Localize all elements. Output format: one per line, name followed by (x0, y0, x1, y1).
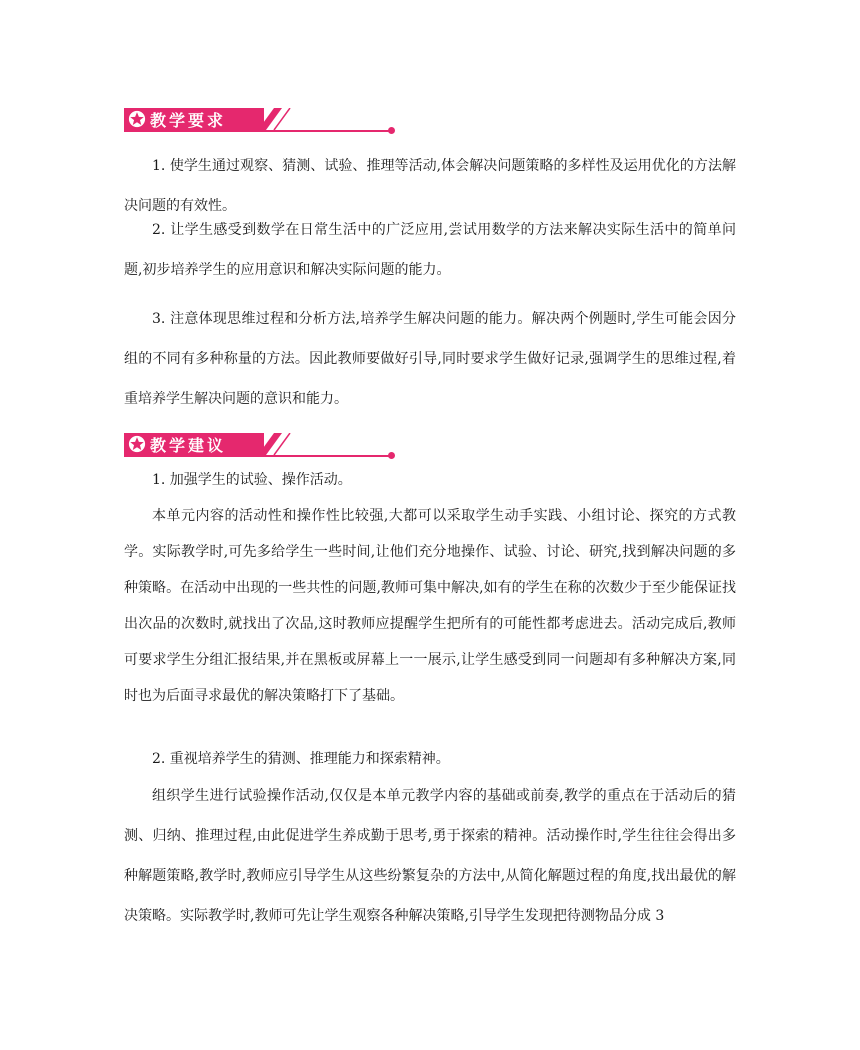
star-icon (128, 110, 146, 128)
paragraph-heading: 1. 加强学生的试验、操作活动。 (152, 472, 352, 488)
section-underline (124, 130, 390, 132)
section-underline (124, 455, 390, 457)
star-icon (128, 435, 146, 453)
section-header-suggestions (124, 433, 394, 459)
paragraph: 3. 注意体现思维过程和分析方法,培养学生解决问题的能力。解决两个例题时,学生可能会因分组的不同有多种称量的方法。因此教师要做好引导,同时要求学生做好记录,强调学生的思维过程,着重培养学生解决问题的意识和能力。 (124, 311, 736, 407)
paragraph-heading: 2. 重视培养学生的猜测、推理能力和探索精神。 (152, 751, 450, 767)
paragraph: 1. 使学生通过观察、猜测、试验、推理等活动,体会解决问题策略的多样性及运用优化的方法解决问题的有效性。 (124, 158, 736, 214)
paragraph: 组织学生进行试验操作活动,仅仅是本单元教学内容的基础或前奏,教学的重点在于活动后的猜测、归纳、推理过程,由此促进学生养成勤于思考,勇于探索的精神。活动操作时,学生往往会得出多种解题策略,教学时,教师应引导学生从这些纷繁复杂的方法中,从简化解题过程的角度,找出最优的解决策略。实际教学时,教师可先让学生观察各种解决策略,引导学生发现把待测物品分成 3 (124, 788, 736, 924)
paragraph: 2. 让学生感受到数学在日常生活中的广泛应用,尝试用数学的方法来解决实际生活中的简单问题,初步培养学生的应用意识和解决实际问题的能力。 (124, 222, 736, 278)
paragraph: 本单元内容的活动性和操作性比较强,大都可以采取学生动手实践、小组讨论、探究的方式教学。实际教学时,可先多给学生一些时间,让他们充分地操作、试验、讨论、研究,找到解决问题的多种策略。在活动中出现的一些共性的问题,教师可集中解决,如有的学生在称的次数少于至少能保证找出次品的次数时,就找出了次品,这时教师应提醒学生把所有的可能性都考虑进去。活动完成后,教师可要求学生分组汇报结果,并在黑板或屏幕上一一展示,让学生感受到同一问题却有多种解决方案,同时也为后面寻求最优的解决策略打下了基础。 (124, 508, 736, 704)
section-header-requirements (124, 108, 394, 134)
section-title: 教学要求 (150, 110, 227, 130)
section-title-box (124, 108, 264, 130)
section-title-box (124, 433, 264, 455)
section-title: 教学建议 (150, 435, 227, 455)
underline-dot (388, 452, 395, 459)
underline-dot (388, 127, 395, 134)
